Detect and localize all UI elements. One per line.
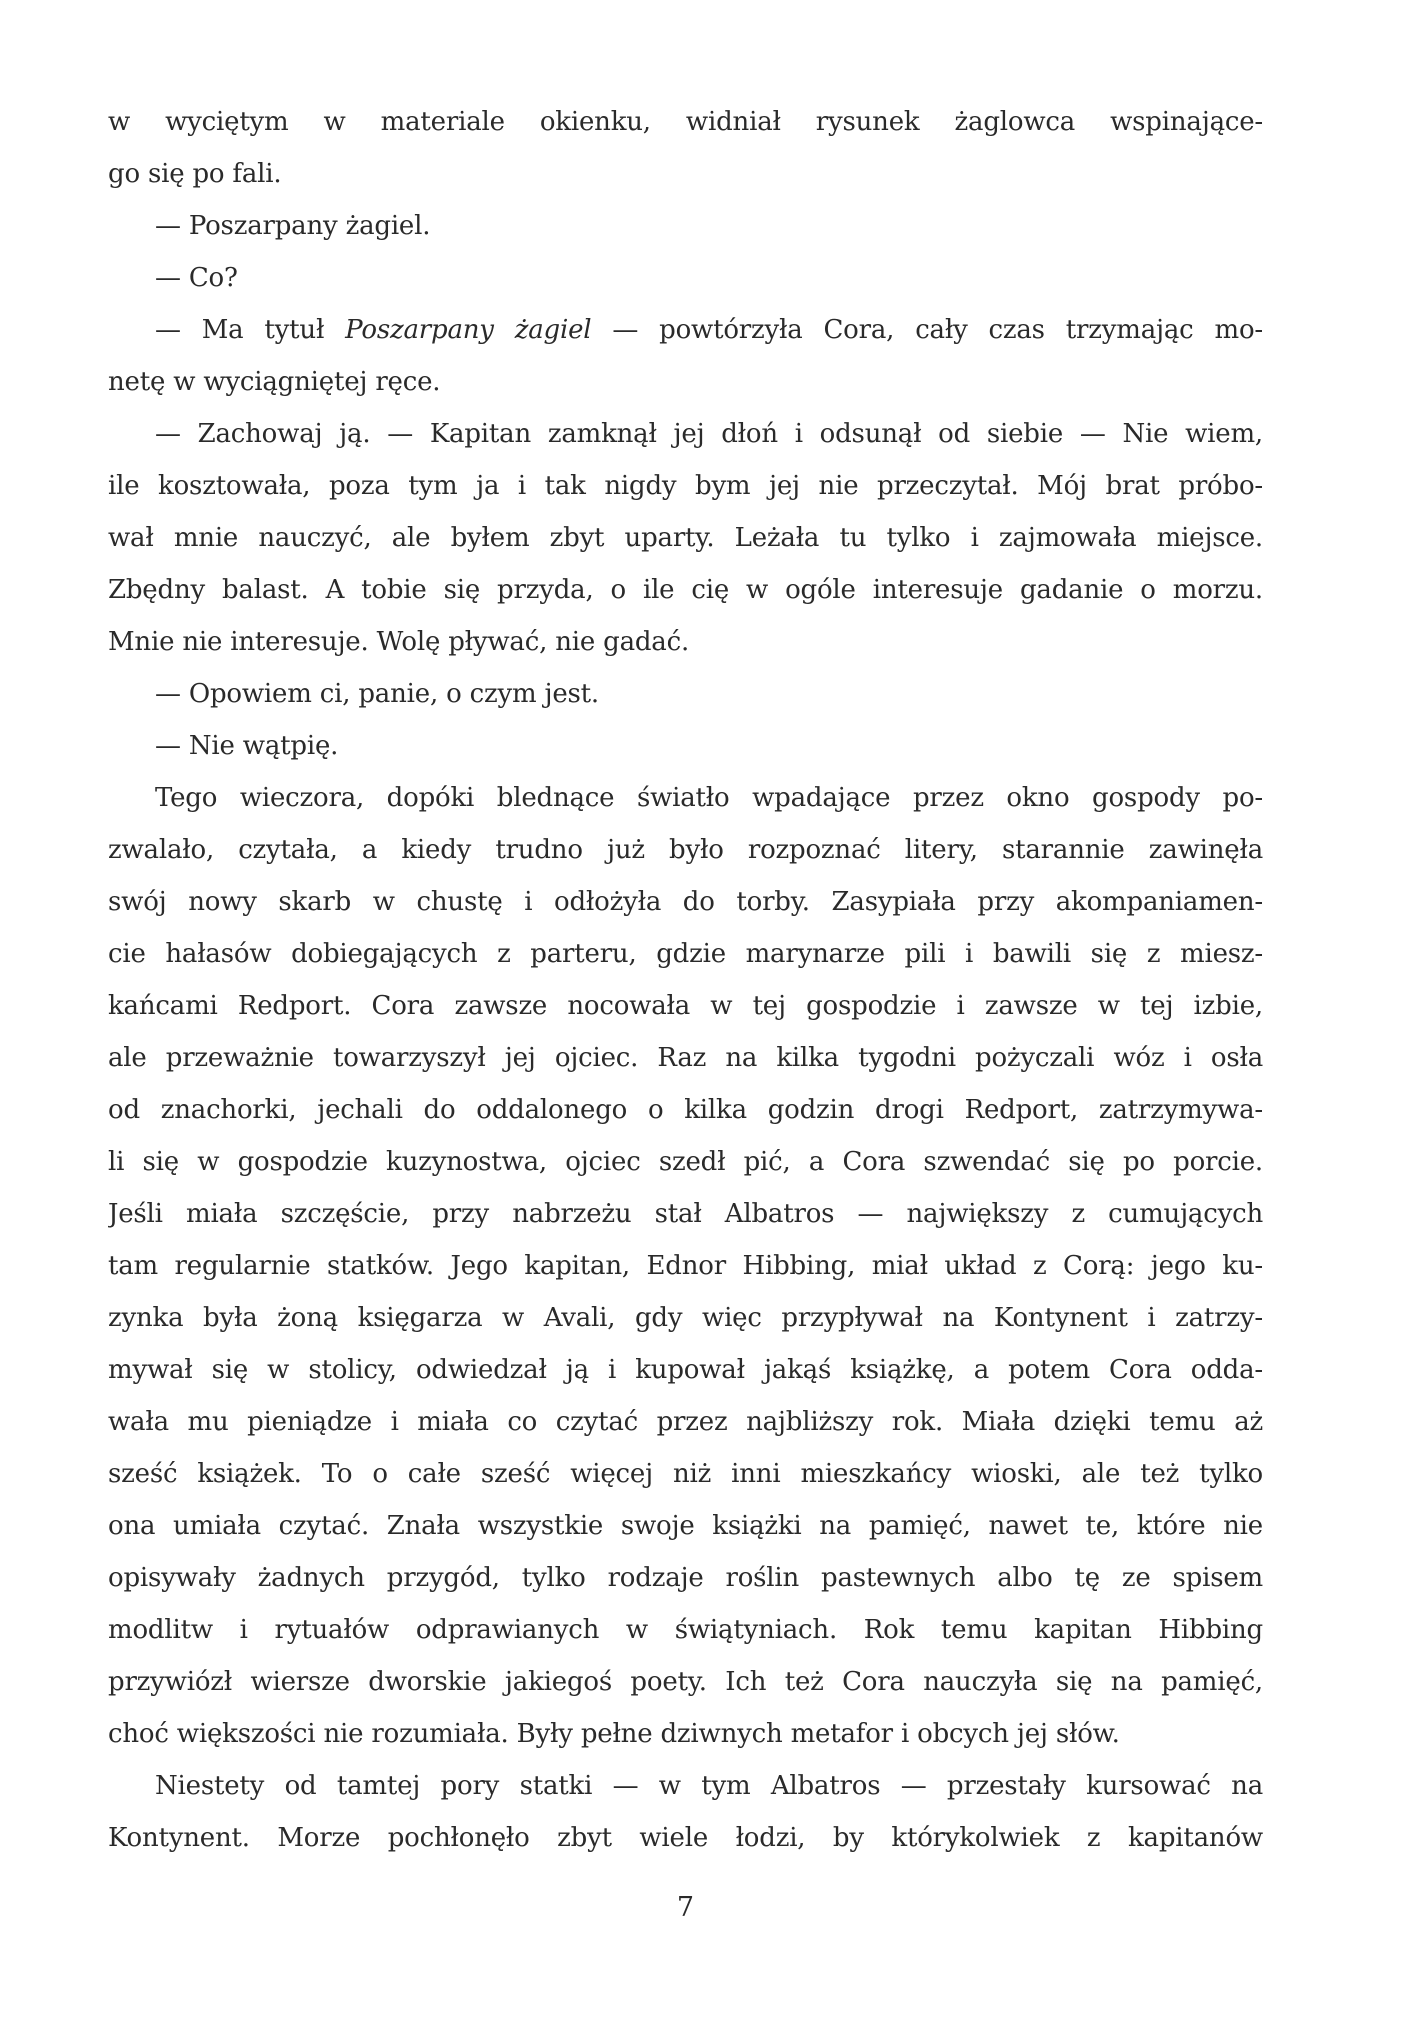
text-segment: Jeśli miała szczęście, przy nabrzeżu stał Albatros — największy z cumujących: [108, 1199, 1263, 1229]
text-segment: opisywały żadnych przygód, tylko rodzaje roślin pastewnych albo tę ze spisem: [108, 1563, 1263, 1593]
text-segment: tam regularnie statków. Jego kapitan, Ednor Hibbing, miał układ z Corą: jego ku-: [108, 1251, 1263, 1281]
text-line: [108, 1292, 1263, 1344]
text-segment: modlitw i rytuałów odprawianych w świątyniach. Rok temu kapitan Hibbing: [108, 1615, 1263, 1645]
text-segment: Kontynent. Morze pochłonęło zbyt wiele łodzi, by którykolwiek z kapitanów: [108, 1823, 1263, 1853]
text-segment: ona umiała czytać. Znała wszystkie swoje książki na pamięć, nawet te, które nie: [108, 1511, 1263, 1541]
text-segment: Tego wieczora, dopóki blednące światło wpadające przez okno gospody po-: [155, 783, 1263, 813]
text-line: [108, 980, 1263, 1032]
text-segment: Zbędny balast. A tobie się przyda, o ile cię w ogóle interesuje gadanie o morzu.: [108, 575, 1263, 605]
text-line: [108, 148, 1263, 200]
text-segment: kańcami Redport. Cora zawsze nocowała w tej gospodzie i zawsze w tej izbie,: [108, 991, 1263, 1021]
text-line: [108, 1136, 1263, 1188]
text-segment: netę w wyciągniętej ręce.: [108, 367, 441, 397]
text-segment: — Nie wątpię.: [155, 731, 339, 761]
text-line: [108, 1448, 1263, 1500]
text-segment: cie hałasów dobiegających z parteru, gdzie marynarze pili i bawili się z miesz-: [108, 939, 1263, 969]
text-segment: li się w gospodzie kuzynostwa, ojciec szedł pić, a Cora szwendać się po porcie.: [108, 1147, 1263, 1177]
text-segment: zynka była żoną księgarza w Avali, gdy więc przypływał na Kontynent i zatrzy-: [108, 1303, 1263, 1333]
book-title-italic: Poszarpany żagiel: [345, 315, 592, 345]
text-segment: — Ma tytuł: [155, 315, 346, 345]
text-line: [108, 1552, 1263, 1604]
text-line: [108, 460, 1263, 512]
text-line: [108, 616, 1263, 668]
text-line: [108, 1604, 1263, 1656]
text-block: [108, 96, 1263, 1864]
text-line: [108, 668, 1263, 720]
text-segment: go się po fali.: [108, 159, 282, 189]
text-line: [108, 876, 1263, 928]
text-segment: ale przeważnie towarzyszył jej ojciec. Raz na kilka tygodni pożyczali wóz i osła: [108, 1043, 1263, 1073]
text-segment: — powtórzyła Cora, cały czas trzymając mo-: [591, 315, 1263, 345]
text-segment: wała mu pieniądze i miała co czytać przez najbliższy rok. Miała dzięki temu aż: [108, 1407, 1263, 1437]
text-line: [108, 1188, 1263, 1240]
text-line: [108, 772, 1263, 824]
text-line: [108, 252, 1263, 304]
text-line: [108, 1812, 1263, 1864]
text-line: [108, 1708, 1263, 1760]
text-segment: od znachorki, jechali do oddalonego o kilka godzin drogi Redport, zatrzymywa-: [108, 1095, 1263, 1125]
text-line: [108, 1396, 1263, 1448]
text-line: [108, 1032, 1263, 1084]
text-segment: sześć książek. To o całe sześć więcej niż inni mieszkańcy wioski, ale też tylko: [108, 1459, 1263, 1489]
text-line: [108, 1344, 1263, 1396]
text-line: [108, 928, 1263, 980]
text-line: [108, 356, 1263, 408]
text-line: [108, 96, 1263, 148]
text-line: [108, 200, 1263, 252]
text-segment: swój nowy skarb w chustę i odłożyła do torby. Zasypiała przy akompaniamen-: [108, 887, 1263, 917]
text-segment: — Opowiem ci, panie, o czym jest.: [155, 679, 599, 709]
text-segment: mywał się w stolicy, odwiedzał ją i kupował jakąś książkę, a potem Cora odda-: [108, 1355, 1263, 1385]
text-line: [108, 1760, 1263, 1812]
text-segment: Niestety od tamtej pory statki — w tym Albatros — przestały kursować na: [155, 1771, 1263, 1801]
text-segment: wał mnie nauczyć, ale byłem zbyt uparty. Leżała tu tylko i zajmowała miejsce.: [108, 523, 1263, 553]
text-segment: choć większości nie rozumiała. Były pełne dziwnych metafor i obcych jej słów.: [108, 1719, 1120, 1749]
text-line: [108, 1240, 1263, 1292]
text-segment: ile kosztowała, poza tym ja i tak nigdy bym jej nie przeczytał. Mój brat próbo-: [108, 471, 1263, 501]
text-segment: w wyciętym w materiale okienku, widniał rysunek żaglowca wspinające-: [108, 107, 1263, 137]
text-segment: — Poszarpany żagiel.: [155, 211, 431, 241]
text-segment: — Co?: [155, 263, 238, 293]
text-line: [108, 304, 1263, 356]
text-line: [108, 1084, 1263, 1136]
text-segment: przywiózł wiersze dworskie jakiegoś poety. Ich też Cora nauczyła się na pamięć,: [108, 1667, 1263, 1697]
text-line: [108, 1500, 1263, 1552]
text-line: [108, 720, 1263, 772]
text-segment: Mnie nie interesuje. Wolę pływać, nie gadać.: [108, 627, 690, 657]
text-line: [108, 1656, 1263, 1708]
text-line: [108, 408, 1263, 460]
page-number: 7: [676, 1892, 695, 1923]
text-line: [108, 512, 1263, 564]
text-line: [108, 824, 1263, 876]
text-segment: — Zachowaj ją. — Kapitan zamknął jej dłoń i odsunął od siebie — Nie wiem,: [155, 419, 1263, 449]
text-line: [108, 564, 1263, 616]
text-segment: zwalało, czytała, a kiedy trudno już było rozpoznać litery, starannie zawinęła: [108, 835, 1263, 865]
